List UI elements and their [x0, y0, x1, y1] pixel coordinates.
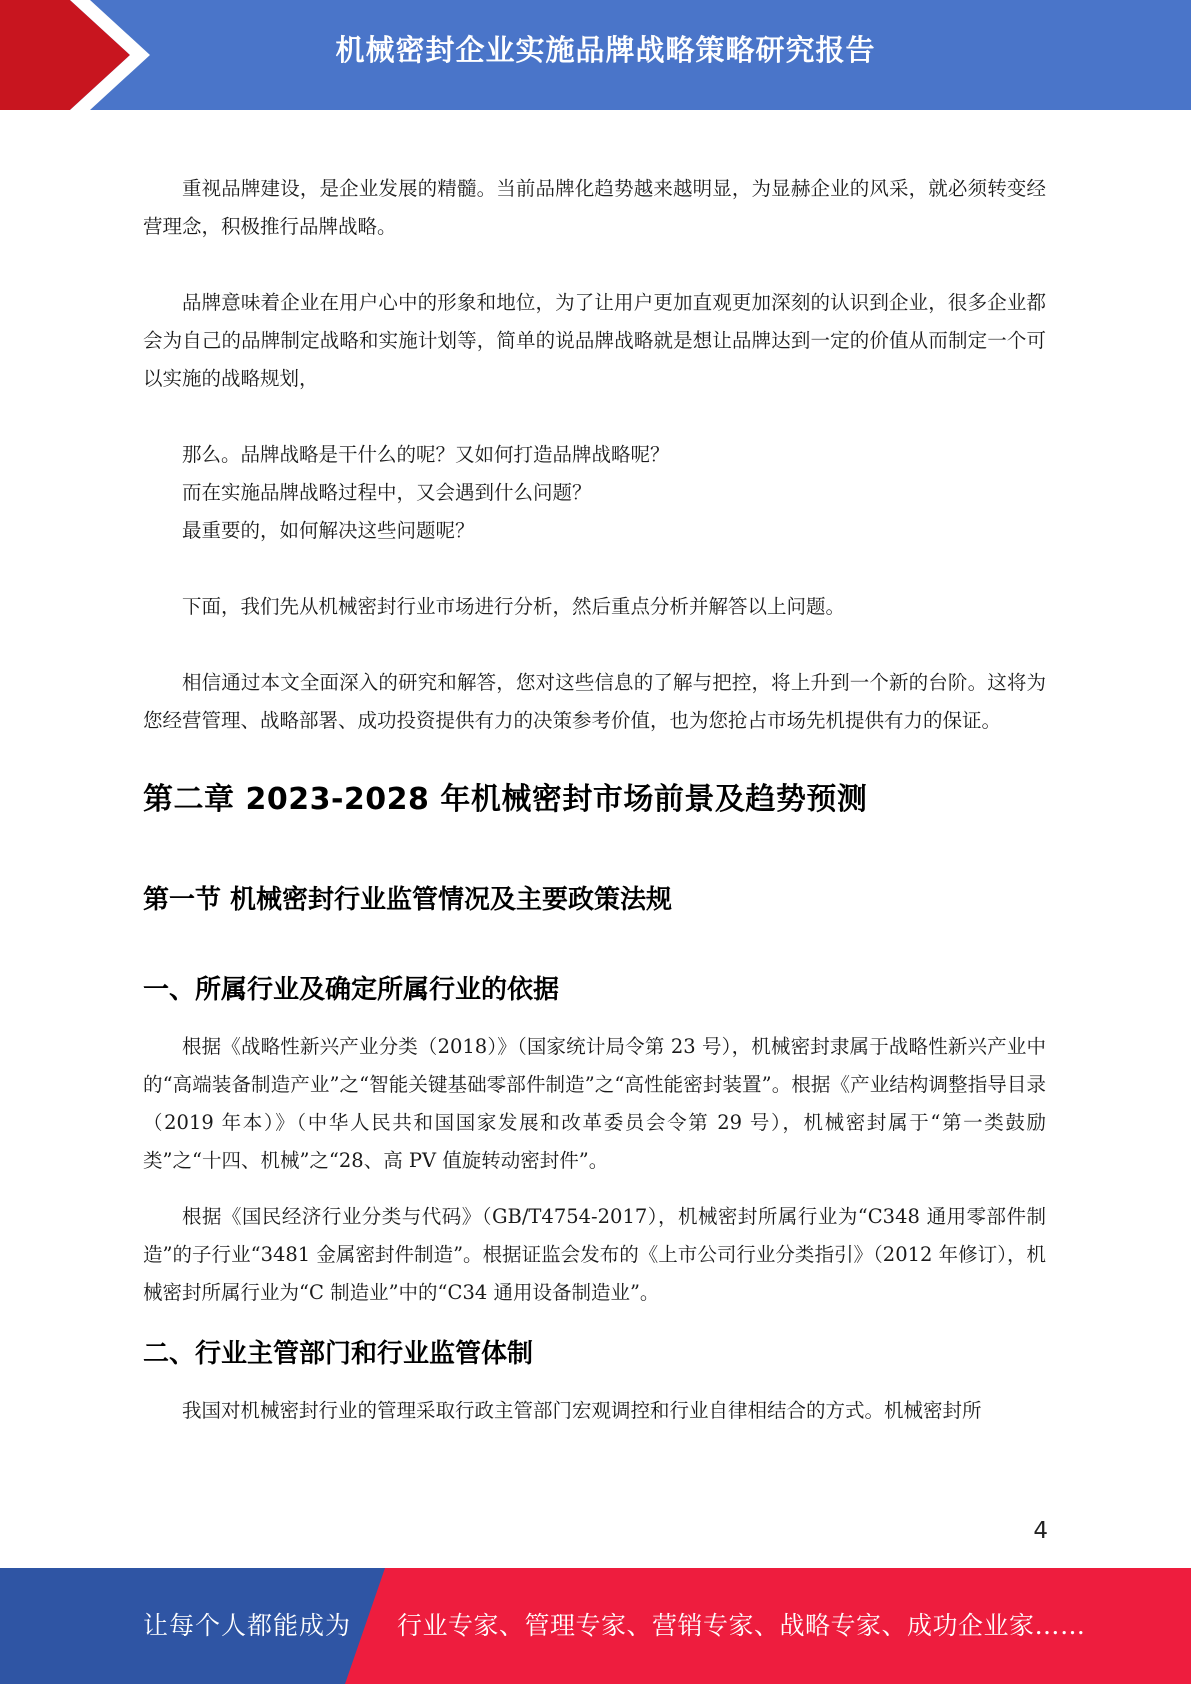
intro-paragraph-2: 品牌意味着企业在用户心中的形象和地位，为了让用户更加直观更加深刻的认识到企业，很多企业都会为自己的品牌制定战略和实施计划等，简单的说品牌战略就是想让品牌达到一定的价值从而制定一个可以实施的战略规划，: [143, 291, 1046, 390]
intro-paragraph-1: 重视品牌建设，是企业发展的精髓。当前品牌化趋势越来越明显，为显赫企业的风采，就必须转变经营理念，积极推行品牌战略。: [143, 177, 1046, 238]
intro-paragraph-3: 下面，我们先从机械密封行业市场进行分析，然后重点分析并解答以上问题。: [182, 595, 846, 618]
page-number: 4: [1033, 1518, 1048, 1544]
page-content: [143, 170, 1046, 1430]
footer-slogan-left: 让每个人都能成为: [143, 1611, 352, 1640]
subsection-1-paragraph-2: 根据《国民经济行业分类与代码》（GB/T4754-2017），机械密封所属行业为“C348 通用零部件制造”的子行业“3481 金属密封件制造”。根据证监会发布的《上市公司行业分类指引》（2012 年修订），机械密封所属行业为“C 制造业”中的“C34 通用设备制造业”。: [143, 1205, 1046, 1304]
subsection-2-paragraph-1: 我国对机械密封行业的管理采取行政主管部门宏观调控和行业自律相结合的方式。机械密封所: [182, 1399, 982, 1422]
intro-question-2: 而在实施品牌战略过程中，又会遇到什么问题？: [182, 481, 592, 504]
report-footer: [0, 1568, 1191, 1684]
report-title: 机械密封企业实施品牌战略策略研究报告: [335, 33, 876, 67]
intro-question-1: 那么。品牌战略是干什么的呢？又如何打造品牌战略呢？: [182, 443, 670, 466]
subsection-1-paragraph-1: 根据《战略性新兴产业分类（2018）》（国家统计局令第 23 号），机械密封隶属于战略性新兴产业中的“高端装备制造产业”之“智能关键基础零部件制造”之“高性能密封装置”。根据《产业结构调整指导目录（2019 年本）》（中华人民共和国国家发展和改革委员会令第 29 号），机械密封属于“第一类鼓励类”之“十四、机械”之“28、高 PV 值旋转动密封件”。: [143, 1035, 1046, 1172]
subsection-heading-1: 一、所属行业及确定所属行业的依据: [143, 975, 560, 1005]
report-header: [0, 0, 1191, 110]
chapter-heading: 第二章 2023-2028 年机械密封市场前景及趋势预测: [143, 782, 868, 817]
intro-paragraph-4: 相信通过本文全面深入的研究和解答，您对这些信息的了解与把控，将上升到一个新的台阶。这将为您经营管理、战略部署、成功投资提供有力的决策参考价值，也为您抢占市场先机提供有力的保证。: [143, 671, 1046, 732]
footer-slogan-right: 行业专家、管理专家、营销专家、战略专家、成功企业家……: [397, 1611, 1086, 1640]
intro-question-3: 最重要的，如何解决这些问题呢？: [182, 519, 475, 542]
subsection-heading-2: 二、行业主管部门和行业监管体制: [143, 1339, 534, 1369]
section-heading: 第一节 机械密封行业监管情况及主要政策法规: [143, 885, 673, 915]
